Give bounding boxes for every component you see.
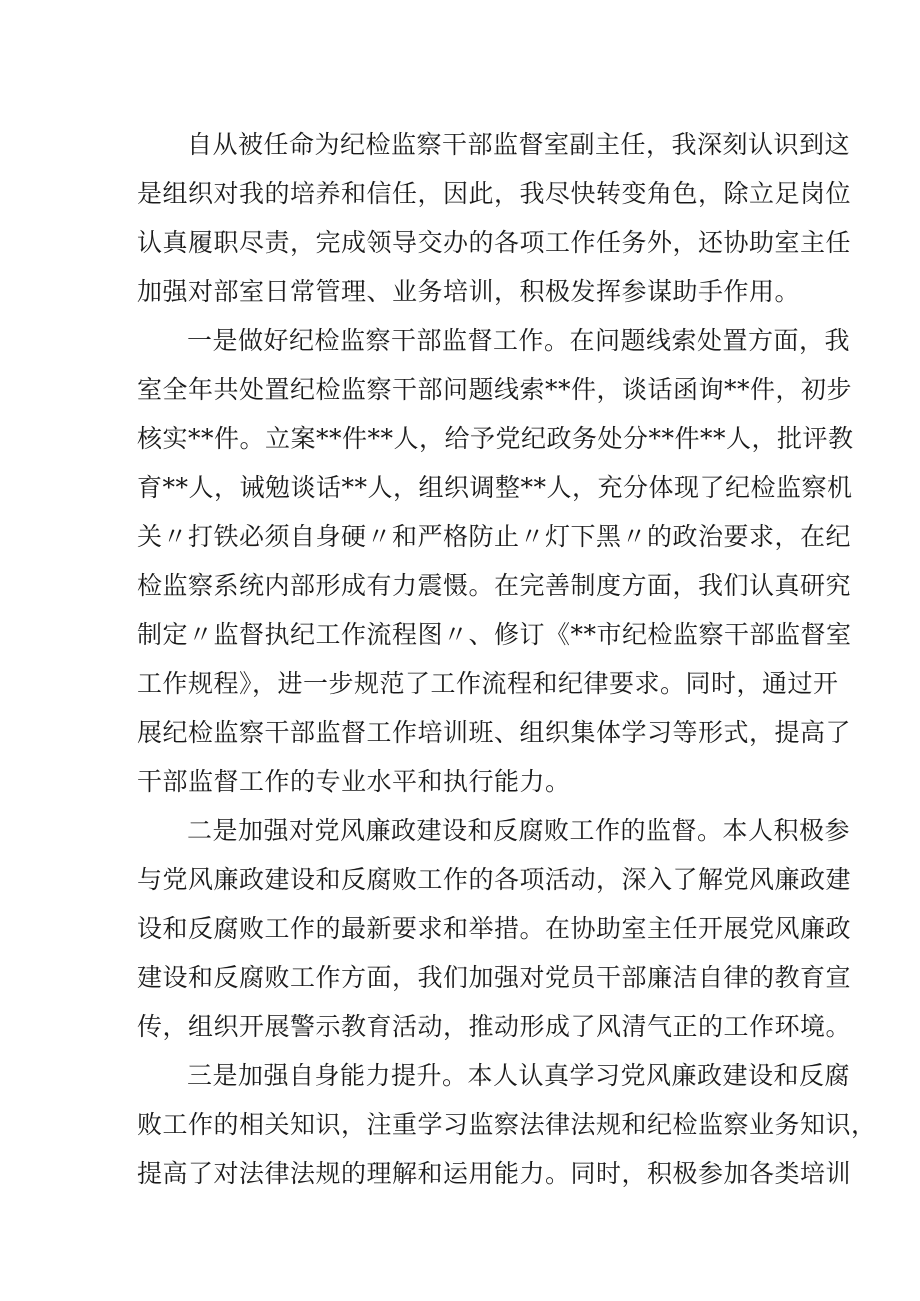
paragraph-3-line-4: 建设和反腐败工作方面，我们加强对党员干部廉洁自律的教育宣 [137, 963, 852, 992]
paragraph-4-line-1: 三是加强自身能力提升。本人认真学习党风廉政建设和反腐 [187, 1061, 851, 1090]
paragraph-2-line-2: 室全年共处置纪检监察干部问题线索**件，谈话函询**件，初步 [137, 375, 853, 404]
paragraph-2-line-10: 干部监督工作的专业水平和执行能力。 [137, 767, 571, 796]
paragraph-2-line-8: 工作规程》，进一步规范了工作流程和纪律要求。同时，通过开 [137, 669, 839, 698]
paragraph-2-line-3: 核实**件。立案**件**人，给予党纪政务处分**件**人，批评教 [137, 424, 854, 453]
paragraph-2-line-6: 检监察系统内部形成有力震慑。在完善制度方面，我们认真研究 [137, 571, 852, 600]
paragraph-1-line-4: 加强对部室日常管理、业务培训，积极发挥参谋助手作用。 [137, 277, 801, 306]
paragraph-2-line-9: 展纪检监察干部监督工作培训班、组织集体学习等形式，提高了 [137, 718, 852, 747]
paragraph-1-line-2: 是组织对我的培养和信任，因此，我尽快转变角色，除立足岗位 [137, 179, 852, 208]
paragraph-2-line-5: 关〃打铁必须自身硬〃和严格防止〃灯下黑〃的政治要求，在纪 [137, 522, 852, 551]
paragraph-1-line-1: 自从被任命为纪检监察干部监督室副主任，我深刻认识到这 [187, 130, 851, 159]
paragraph-3-line-2: 与党风廉政建设和反腐败工作的各项活动，深入了解党风廉政建 [137, 865, 852, 894]
paragraph-4-line-3: 提高了对法律法规的理解和运用能力。同时，积极参加各类培训 [137, 1159, 852, 1188]
paragraph-2-line-4: 育**人，诫勉谈话**人，组织调整**人，充分体现了纪检监察机 [137, 473, 853, 502]
paragraph-3-line-3: 设和反腐败工作的最新要求和举措。在协助室主任开展党风廉政 [137, 914, 852, 943]
paragraph-3-line-5: 传，组织开展警示教育活动，推动形成了风清气正的工作环境。 [137, 1012, 852, 1041]
paragraph-2-line-7: 制定〃监督执纪工作流程图〃、修订《**市纪检监察干部监督室 [137, 620, 852, 649]
paragraph-3-line-1: 二是加强对党风廉政建设和反腐败工作的监督。本人积极参 [187, 816, 851, 845]
paragraph-2-line-1: 一是做好纪检监察干部监督工作。在问题线索处置方面，我 [187, 326, 851, 355]
paragraph-4-line-2: 败工作的相关知识，注重学习监察法律法规和纪检监察业务知识， [137, 1110, 877, 1139]
paragraph-1-line-3: 认真履职尽责，完成领导交办的各项工作任务外，还协助室主任 [137, 228, 852, 257]
